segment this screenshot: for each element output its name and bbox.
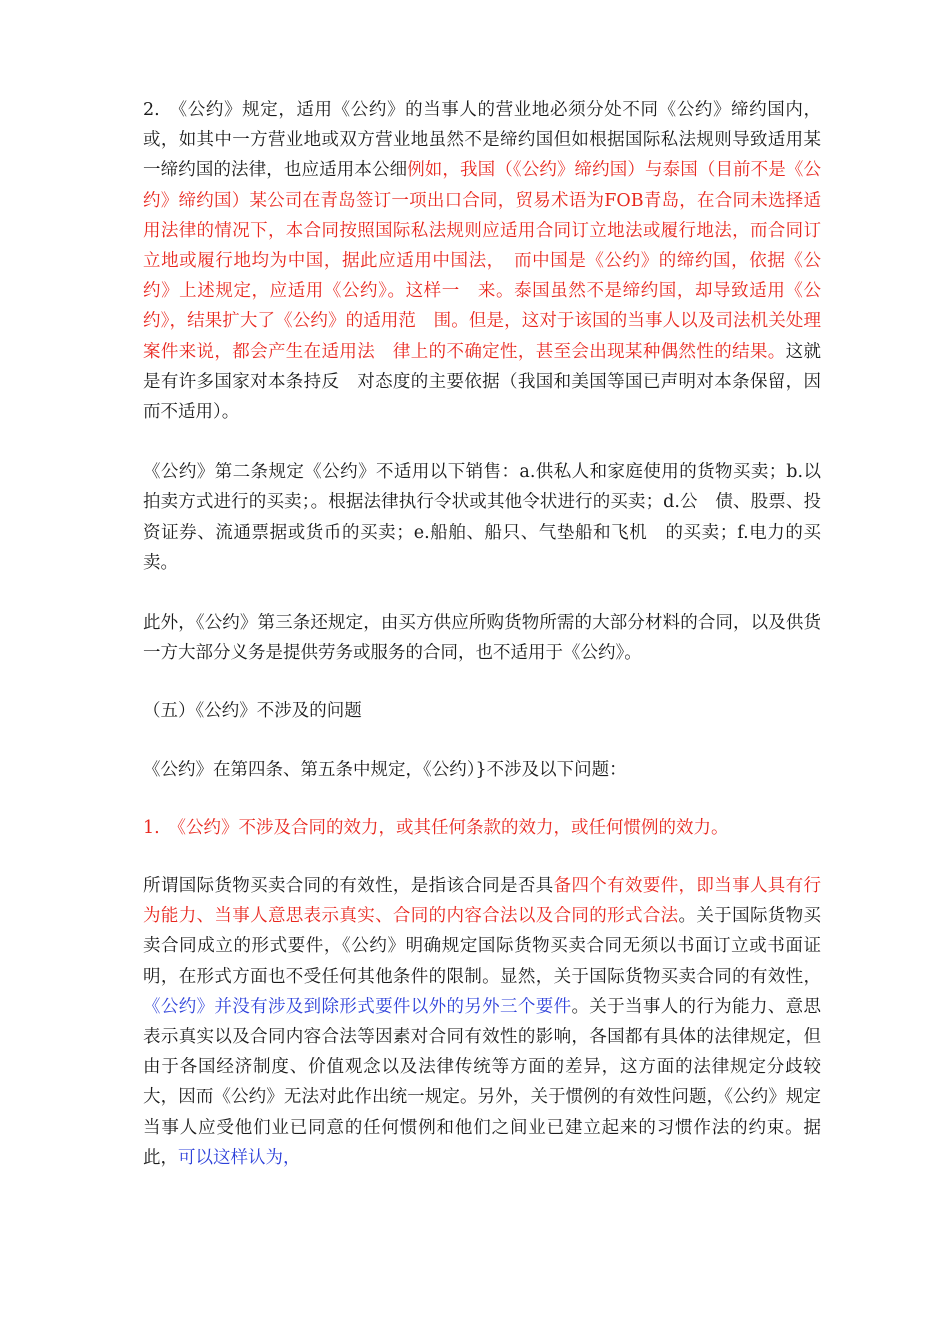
text-highlight-blue: 可以这样认为， [178,1147,301,1168]
section-heading: （五）《公约》不涉及的问题 [143,701,362,722]
text-highlight-red: 例如，我国（《公约》缔约国）与泰国（目前不是《公约》缔约国）某公司在青岛签订一项出口合同，贸易术语为FOB青岛，在合同未选择适用法律的情况下，本合同按照国际私法规则应适用合同订立地法或履行地法，而合同订立地或履行地均为中国，据此应适用中国法， 而中国是《公约》的缔约国，依据《公约》上述规定，应适用《公约》。这样一 来。泰国虽然不是缔约国，却导致适用《公约》，结果扩大了《公约》的适用范 围。但是，这对于该国的当事人以及司法机关处理案件来说，都会产生在适用法 律上的不确定性，甚至会出现某种偶然性的结果。 [143,160,822,362]
text-plain: 所谓国际货物买卖合同的有效性，是指该合同是否具 [143,876,554,897]
text-highlight-red: 备四个有效要件，即当事人具有行为能力、当事人意思表示真实、合同的内容合法以及合同的形式合法 [143,876,822,927]
text-plain: 。关于国际货物买卖合同成立的形式要件，《公约》明确规定国际货物买卖合同无须以书面订立或书面证明，在形式方面也不受任何其他条件的限制。显然，关于国际货物买卖合同的有效性， [143,906,822,987]
document-page [143,95,821,1173]
list-item-1: 1. 《公约》不涉及合同的效力，或其任何条款的效力，或任何惯例的效力。 [143,817,729,838]
text-plain: 2. 《公约》规定，适用《公约》的当事人的营业地必须分处不同《公约》缔约国内，或，如其中一方营业地或双方营业地虽然不是缔约国但如根据国际私法规则导致适用某一缔约国的法律，也应适用本公细 [143,100,821,181]
paragraph-article-4-5: 《公约》在第四条、第五条中规定，《公约）}不涉及以下问题： [143,759,627,780]
text-plain: 。关于当事人的行为能力、意思表示真实以及合同内容合法等因素对合同有效性的影响，各国都有具体的法律规定，但由于各国经济制度、价值观念以及法律传统等方面的差异，这方面的法律规定分歧较大，因而《公约》无法对此作出统一规定。另外，关于惯例的有效性问题，《公约》规定当事人应受他们业已同意的任何惯例和他们之间业已建立起来的习惯作法的约束。据此， [143,996,822,1168]
text-plain: 这就是有许多国家对本条持反 对态度的主要依据（我国和美国等国已声明对本条保留，因而不适用）。 [143,341,822,423]
paragraph-article-3: 此外，《公约》第三条还规定，由买方供应所购货物所需的大部分材料的合同，以及供货一方大部分义务是提供劳务或服务的合同，也不适用于《公约》。 [143,613,821,664]
paragraph-validity [143,871,821,1173]
paragraph-applicability [143,95,821,427]
paragraph-article-2: 《公约》第二条规定《公约》不适用以下销售：a.供私人和家庭使用的货物买卖；b.以拍卖方式进行的买卖；。根据法律执行令状或其他令状进行的买卖；d.公 债、股票、投资证券、流通票据或货币的买卖；e.船舶、船只、气垫船和飞机 的买卖；f.电力的买卖。 [143,462,821,573]
text-highlight-blue: 《公约》并没有涉及到除形式要件以外的另外三个要件 [143,996,572,1017]
